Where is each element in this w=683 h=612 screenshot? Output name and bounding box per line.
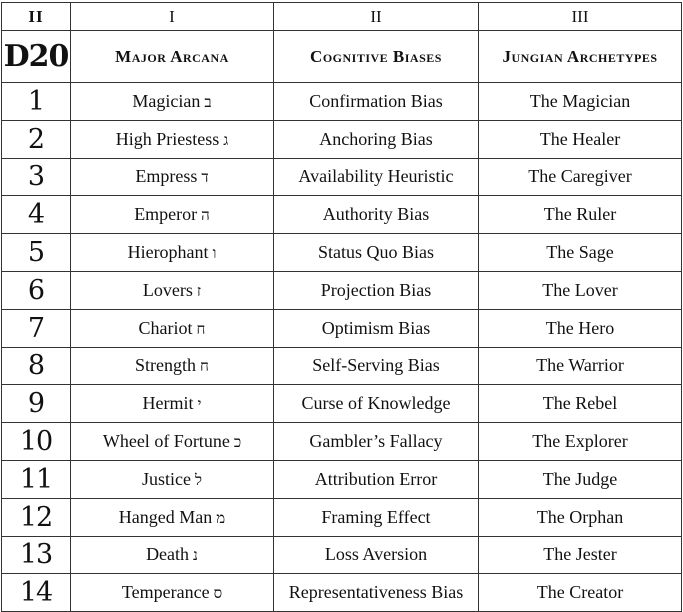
major-arcana-cell	[71, 271, 274, 309]
hebrew-letter: ו	[212, 246, 217, 263]
table-row	[2, 83, 682, 121]
major-arcana-cell	[71, 234, 274, 272]
hebrew-letter: ד	[201, 170, 209, 187]
cognitive-bias-cell: Projection Bias	[274, 271, 479, 309]
hebrew-letter: ח	[196, 321, 206, 338]
cognitive-bias-cell: Gambler’s Fallacy	[274, 423, 479, 461]
cognitive-bias-cell: Representativeness Bias	[274, 574, 479, 612]
jungian-archetype-cell: The Jester	[479, 536, 682, 574]
d20-number-cell: 13	[2, 536, 71, 574]
major-arcana-cell	[71, 309, 274, 347]
table-row	[2, 498, 682, 536]
hebrew-letter: ז	[196, 283, 202, 300]
hebrew-letter: ג	[223, 132, 229, 149]
arcana-name: Lovers	[142, 279, 193, 300]
roman-header-col-2: II	[274, 3, 479, 31]
jungian-archetype-cell: The Orphan	[479, 498, 682, 536]
table-row	[2, 385, 682, 423]
table-row	[2, 196, 682, 234]
hebrew-letter: י	[197, 397, 202, 414]
d20-number-cell: 14	[2, 574, 71, 612]
major-arcana-cell	[71, 83, 274, 121]
jungian-archetype-cell: The Warrior	[479, 347, 682, 385]
arcana-name: Strength	[135, 355, 197, 376]
hebrew-letter: ס	[213, 586, 223, 603]
d20-number-cell: 2	[2, 120, 71, 158]
arcana-name: Wheel of Fortune	[102, 431, 230, 452]
hebrew-letter: נ	[193, 548, 198, 565]
jungian-archetype-cell: The Magician	[479, 83, 682, 121]
roman-header-col-1: I	[71, 3, 274, 31]
arcana-name: Empress	[135, 166, 198, 187]
jungian-archetype-cell: The Lover	[479, 271, 682, 309]
d20-number-cell: 9	[2, 385, 71, 423]
d20-number-cell: 11	[2, 460, 71, 498]
d20-number-cell: 6	[2, 271, 71, 309]
cognitive-bias-cell: Loss Aversion	[274, 536, 479, 574]
table-row	[2, 347, 682, 385]
major-arcana-cell	[71, 120, 274, 158]
d20-number-cell: 8	[2, 347, 71, 385]
cognitive-bias-cell: Confirmation Bias	[274, 83, 479, 121]
roman-numeral-header-row	[2, 3, 682, 31]
major-arcana-cell	[71, 574, 274, 612]
jungian-archetype-cell: The Explorer	[479, 423, 682, 461]
cognitive-bias-cell: Availability Heuristic	[274, 158, 479, 196]
cognitive-bias-cell: Curse of Knowledge	[274, 385, 479, 423]
table-row	[2, 309, 682, 347]
arcana-name: Hermit	[142, 393, 194, 414]
hebrew-letter: ל	[194, 472, 203, 489]
arcana-name: Emperor	[134, 204, 198, 225]
hebrew-letter: מ	[216, 510, 226, 527]
jungian-archetype-cell: The Rebel	[479, 385, 682, 423]
correspondence-table	[1, 2, 682, 612]
arcana-name: Death	[146, 544, 190, 565]
table-row	[2, 574, 682, 612]
roman-header-index: II	[2, 3, 71, 31]
d20-number-cell: 10	[2, 423, 71, 461]
hebrew-letter: כ	[233, 435, 242, 452]
hebrew-letter: ח	[200, 359, 209, 376]
arcana-name: Justice	[141, 468, 191, 489]
cognitive-bias-cell: Framing Effect	[274, 498, 479, 536]
column-label-header-row	[2, 31, 682, 83]
jungian-archetypes-header: Jungian Archetypes	[479, 31, 682, 83]
arcana-name: Chariot	[138, 317, 193, 338]
table-body	[2, 3, 682, 612]
jungian-archetype-cell: The Hero	[479, 309, 682, 347]
jungian-archetype-cell: The Creator	[479, 574, 682, 612]
arcana-name: Hanged Man	[118, 506, 213, 527]
major-arcana-cell	[71, 196, 274, 234]
cognitive-bias-cell: Attribution Error	[274, 460, 479, 498]
cognitive-bias-cell: Self-Serving Bias	[274, 347, 479, 385]
table-row	[2, 536, 682, 574]
hebrew-letter: ב	[204, 94, 212, 111]
jungian-archetype-cell: The Sage	[479, 234, 682, 272]
major-arcana-cell	[71, 536, 274, 574]
jungian-archetype-cell: The Healer	[479, 120, 682, 158]
cognitive-bias-cell: Optimism Bias	[274, 309, 479, 347]
arcana-name: Temperance	[121, 582, 210, 603]
arcana-name: Hierophant	[127, 242, 209, 263]
cognitive-bias-cell: Status Quo Bias	[274, 234, 479, 272]
major-arcana-cell	[71, 158, 274, 196]
d20-header: D20	[2, 31, 71, 83]
arcana-name: High Priestess	[115, 128, 220, 149]
table-row	[2, 158, 682, 196]
cognitive-bias-cell: Authority Bias	[274, 196, 479, 234]
d20-number-cell: 4	[2, 196, 71, 234]
hebrew-letter: ה	[201, 208, 210, 225]
jungian-archetype-cell: The Ruler	[479, 196, 682, 234]
table-row	[2, 234, 682, 272]
table-row	[2, 120, 682, 158]
d20-number-cell: 7	[2, 309, 71, 347]
cognitive-bias-cell: Anchoring Bias	[274, 120, 479, 158]
d20-number-cell: 5	[2, 234, 71, 272]
cognitive-biases-header: Cognitive Biases	[274, 31, 479, 83]
roman-header-col-3: III	[479, 3, 682, 31]
table-row	[2, 460, 682, 498]
d20-number-cell: 12	[2, 498, 71, 536]
arcana-name: Magician	[132, 90, 201, 111]
jungian-archetype-cell: The Judge	[479, 460, 682, 498]
major-arcana-cell	[71, 498, 274, 536]
major-arcana-cell	[71, 385, 274, 423]
jungian-archetype-cell: The Caregiver	[479, 158, 682, 196]
major-arcana-cell	[71, 423, 274, 461]
major-arcana-cell	[71, 347, 274, 385]
table-row	[2, 423, 682, 461]
major-arcana-header: Major Arcana	[71, 31, 274, 83]
major-arcana-cell	[71, 460, 274, 498]
d20-number-cell: 1	[2, 83, 71, 121]
table-row	[2, 271, 682, 309]
d20-number-cell: 3	[2, 158, 71, 196]
